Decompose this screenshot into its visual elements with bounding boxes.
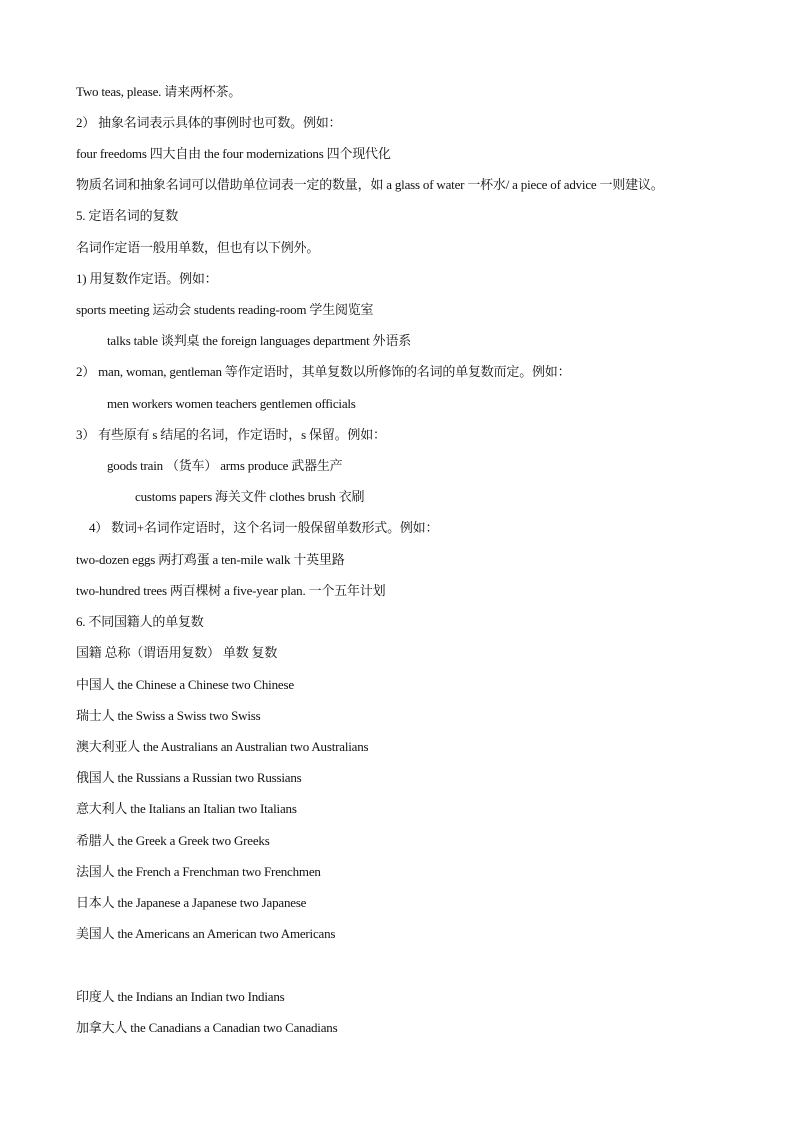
- text-line: 物质名词和抽象名词可以借助单位词表一定的数量，如 a glass of water 一杯水/ a piece of advice 一则建议。: [76, 177, 664, 192]
- nationality-line: 日本人 the Japanese a Japanese two Japanese: [76, 895, 307, 910]
- text-line: four freedoms 四大自由 the four modernizations 四个现代化: [76, 146, 391, 161]
- nationality-line: 加拿大人 the Canadians a Canadian two Canadians: [76, 1020, 338, 1035]
- text-line: Two teas, please. 请来两杯茶。: [76, 84, 242, 99]
- section-heading: 6. 不同国籍人的单复数: [76, 614, 204, 629]
- section-heading: 5. 定语名词的复数: [76, 208, 179, 223]
- nationality-line: 希腊人 the Greek a Greek two Greeks: [76, 833, 270, 848]
- nationality-line: 瑞士人 the Swiss a Swiss two Swiss: [76, 708, 261, 723]
- example-line: sports meeting 运动会 students reading-room 学生阅览室: [76, 302, 374, 317]
- table-header-line: 国籍 总称（谓语用复数） 单数 复数: [76, 645, 278, 660]
- text-line: 2） 抽象名词表示具体的事例时也可数。例如：: [76, 115, 342, 130]
- text-line: 2） man, woman, gentleman 等作定语时，其单复数以所修饰的名词的单复数而定。例如：: [76, 364, 571, 379]
- text-line: 3） 有些原有 s 结尾的名词，作定语时，s 保留。例如：: [76, 427, 386, 442]
- nationality-line: 俄国人 the Russians a Russian two Russians: [76, 770, 302, 785]
- nationality-line: 意大利人 the Italians an Italian two Italians: [76, 801, 297, 816]
- text-line: 1) 用复数作定语。例如：: [76, 271, 218, 286]
- text-line: 4） 数词+名词作定语时，这个名词一般保留单数形式。例如：: [89, 520, 439, 535]
- nationality-line: 澳大利亚人 the Australians an Australian two Australians: [76, 739, 369, 754]
- example-line: goods train （货车） arms produce 武器生产: [107, 458, 343, 473]
- example-line: two-dozen eggs 两打鸡蛋 a ten-mile walk 十英里路: [76, 552, 345, 567]
- example-line: two-hundred trees 两百棵树 a five-year plan. 一个五年计划: [76, 583, 386, 598]
- nationality-line: 美国人 the Americans an American two Americans: [76, 926, 336, 941]
- nationality-line: 法国人 the French a Frenchman two Frenchmen: [76, 864, 321, 879]
- example-line: men workers women teachers gentlemen officials: [107, 396, 356, 411]
- nationality-line: 印度人 the Indians an Indian two Indians: [76, 989, 285, 1004]
- example-line: talks table 谈判桌 the foreign languages department 外语系: [107, 333, 412, 348]
- nationality-line: 中国人 the Chinese a Chinese two Chinese: [76, 677, 294, 692]
- example-line: customs papers 海关文件 clothes brush 衣刷: [135, 489, 365, 504]
- text-line: 名词作定语一般用单数，但也有以下例外。: [76, 240, 320, 255]
